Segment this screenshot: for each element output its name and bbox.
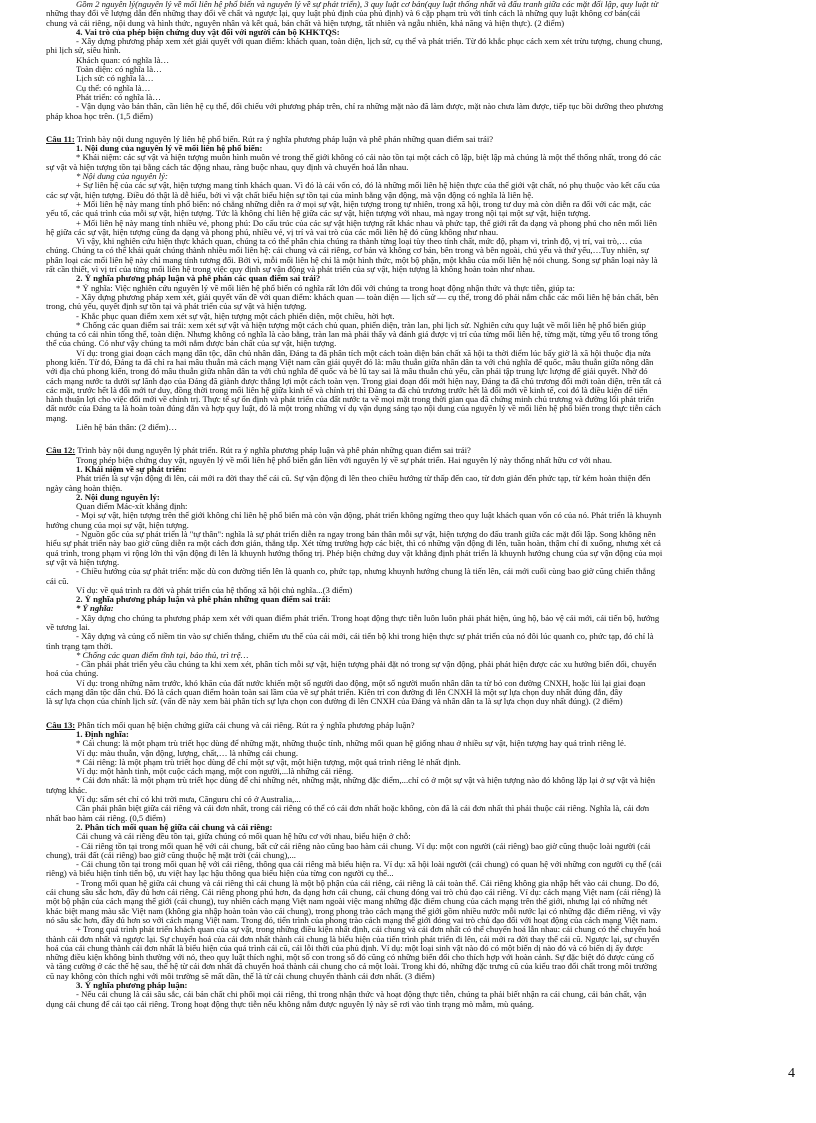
text-line: dụng cái chung để cải tạo cái riêng. Trong hoạt động thực tiễn nếu không nắm được nguyên lý này sẽ rơi vào tình trạng mò mẫm, mù quáng. — [46, 999, 534, 1009]
text-line: + Mối liên hệ này mang tính phổ biến: nó chẳng những diễn ra ở mọi sự vật, hiện tượng trong tự nhiên, trong xã hội, trong tư duy mà còn diễn ra đối với các mặt, các — [76, 199, 652, 209]
text-line: Ví dụ: trong những năm trước, khó khăn của đất nước khiến một số người dao động, một số người muốn nhân dân ta từ bỏ con đường CNXH, hoặc lùi lại giai đoạn — [76, 678, 646, 688]
text-line: những điều kiện không bình thường với nó, theo quy luật thích nghi, một số con trong số đó cũng có những biến đổi cho thích hợp với hoàn cảnh. Sự đặc biệt đó được củng cố — [46, 953, 654, 963]
text-line: * Nội dung của nguyên lý: — [76, 172, 168, 182]
text-line: 2. Ý nghĩa phương pháp luận và phê phán những quan điểm sai trái: — [76, 595, 331, 605]
paragraph-gap — [46, 121, 804, 135]
text-line: Ví dụ: trong giai đoạn cách mạng dân tộc, dân chủ nhân dân, Đảng ta đã phân tích một cách toàn diện bản chất xã hội ta thời điểm lúc bấy giờ là xã hội thuộc địa nửa — [76, 348, 651, 358]
paragraph-gap — [46, 707, 804, 721]
text-line: Trong phép biện chứng duy vật, nguyên lý về mối liên hệ phổ biến gắn liền với nguyên lý về sự phát triển. Hai nguyên lý này thống nhất hữu cơ với nhau. — [76, 455, 612, 465]
text-line: sự vật và hiện tượng. — [46, 557, 120, 567]
text-line: - Cái chung tồn tại trong mối quan hệ với cái riêng, thông qua cái riêng mà biểu hiện ra. Ví dụ: xã hội loài người (cái chung) có quan hệ với những con người cụ thể (cái — [76, 860, 662, 870]
text-line: 2. Ý nghĩa phương pháp luận và phê phán các quan điểm sai trái? — [76, 274, 321, 284]
text-line: nó sâu sắc hơn, đầy đủ hơn so với cách mạng Việt nam. Trong đó, tiến trình của phong trào cách mạng thế giới đóng vai trò chủ đạo đối với hoạt động của cách mạng Việt nam. — [46, 915, 658, 925]
text-line: mạng. — [46, 413, 68, 423]
text-line: 2. Nội dung nguyên lý: — [76, 492, 160, 502]
text-line: các sự vật, hiện tượng. Điều đó thật là dễ hiểu, bởi vì vật chất biểu hiện sự tồn tại của mình bằng vận động, mà vận động có nghĩa là liên hệ. — [46, 190, 534, 200]
question-heading: Câu 13: Phân tích mối quan hệ biện chứng giữa cái chung và cái riêng. Rút ra ý nghĩa phương pháp luận? — [46, 720, 415, 730]
text-line: về tương lai. — [46, 623, 90, 632]
text-line: là sự lựa chọn của chính lịch sử. (vấn đề này xem bài phân tích sự lựa chọn con đường đi lên CNXH của Đảng và nhân dân ta là sự lựa chọn duy nhất đúng). (2 điểm) — [46, 697, 623, 707]
text-line: pháp khoa học trên. (1,5 điểm) — [46, 111, 153, 121]
text-line: Khách quan: có nghĩa là… — [76, 55, 170, 65]
text-line: quá trình, trong phạm vi rộng lớn thì vận động đi lên là khuynh hướng thống trị. Phép biện chứng duy vật khẳng định phát triển là khuynh hướng chung của sự vận động của mọi — [46, 548, 663, 558]
text-line: Cái chung và cái riêng đều tồn tại, giữa chúng có mối quan hệ hữu cơ với nhau, biểu hiện ở chỗ: — [76, 832, 411, 842]
text-line: nhất bao hàm cái riêng. (0,5 điểm) — [46, 813, 166, 823]
text-line: tình trạng tạm thời. — [46, 641, 113, 651]
text-line: hệ giữa các sự vật, hiện tượng cũng đa dạng và phong phú, nhiều vẻ, vị trí và vai trò của các mối liên hệ đó cũng không như nhau. — [46, 227, 499, 237]
paragraph-gap — [46, 432, 804, 446]
text-line: Gồm 2 nguyên lý(nguyên lý về mối liên hệ phổ biến và nguyên lý về sự phát triển), 3 quy luật cơ bản(quy luật thống nhất và đấu tranh giữa các mặt đối lập, quy luật từ — [76, 0, 658, 9]
text-line: thể của chúng. Có như vậy chúng ta mới nắm được bản chất của sự vật, hiện tượng. — [46, 339, 337, 349]
text-line: * Chống các quan điểm tĩnh tại, bảo thủ, trì trệ… — [76, 650, 249, 660]
text-line: cái cũ. — [46, 576, 69, 586]
text-line: - Chiều hướng của sự phát triển: mặc dù con đường tiến lên là quanh co, phức tạp, nhưng khuynh hướng chung là tiến lên, cái mới cuối cùng bao giờ cũng chiến thắng — [76, 567, 656, 577]
question-number: Câu 13: — [46, 720, 76, 730]
text-line: Ví dụ: màu thuẫn, vận động, lượng, chất,… là những cái chung. — [76, 748, 298, 758]
text-line: Quan điểm Mác-xít khẳng định: — [76, 502, 188, 512]
text-line: 3. Ý nghĩa phương pháp luận: — [76, 980, 188, 990]
document-body — [46, 0, 804, 1009]
text-line: * Khái niệm: các sự vật và hiện tượng muôn hình muôn vẻ trong thế giới không có cái nào tồn tại một cách cô lập, biệt lập mà chúng là một thể thống nhất, trong đó các — [76, 153, 662, 163]
text-line: - Cần phải phát triển yêu cầu chúng ta khi xem xét, phân tích mỗi sự vật, hiện tượng phải đặt nó trong sự vận động, phải phát hiện được các xu hướng biến đổi, chuyển — [76, 660, 657, 670]
text-line: những thay đổi về lượng dẫn đến những thay đổi về chất và ngược lại, quy luật phủ định của phủ định) và 6 cặp phạm trù với tính cách là những quy luật không cơ bản(cái — [46, 9, 641, 19]
text-line: phi lịch sử, siêu hình. — [46, 46, 121, 56]
text-line: với địa chủ phong kiến, trong đó mâu thuẫn giữa nhân dân ta với chủ nghĩa đế quốc và bè lũ tay sai là mâu thuẫn chủ yếu, cần phải tập trung lực lượng để giải quyết. Nhờ đó — [46, 367, 648, 377]
text-line: chúng ta có cái nhìn tổng thể, toàn diện. Nhưng không có nghĩa là cào bằng, tràn lan mà phải thấy và đánh giá được vị trí của từng mối liên hệ, từng mặt, từng yếu tố trong tổng — [46, 330, 658, 340]
text-line: cũ nay không còn thích nghi với môi trường sẽ mất dần, thế là từ cái chung chuyển thành cái đơn nhất. (3 điểm) — [46, 971, 435, 981]
text-line: Vì vậy, khi nghiên cứu hiện thực khách quan, chúng ta có thể phân chia chúng ra thành từng loại tùy theo tính chất, mức độ, phạm vi, trình độ, vị trí, vai trò,… của — [76, 237, 642, 247]
text-line: cách mạng dân tộc dân chủ. Đó là cách quan điểm hoàn toàn sai lầm của về sự phát triển. Kiên trì con đường đi lên CNXH là một sự lựa chọn duy nhất đúng đắn, đây — [46, 688, 623, 698]
text-line: * Chống các quan điểm sai trái: xem xét sự vật và hiện tượng một cách chủ quan, phiến diện, tràn lan, phi lịch sử. Nghiên cứu quy luật về mối liên hệ phổ biến giúp — [76, 320, 646, 330]
text-line: hiểu sự phát triển này bao giờ cũng diễn ra một cách đơn giản, thẳng tắp. Xét từng trường hợp các biệt, thì có những vận động đi lên, tuần hoàn, thậm chí đi xuống, nhưng xét cả — [46, 539, 661, 549]
text-line: - Nguồn gốc của sự phát triển là "tự thân": nghĩa là sự phát triển diễn ra ngay trong bản thân mỗi sự vật, hiện tượng do đấu tranh giữa các mặt đối lập. Song không nên — [76, 530, 656, 540]
question-number: Câu 11: — [46, 134, 75, 144]
text-line: * Cái chung: là một phạm trù triết học dùng để những mặt, những thuộc tính, những mối quan hệ giống nhau ở nhiều sự vật, hiện tượng hay quá trình riêng lẻ. — [76, 739, 627, 749]
text-line: các mặt, trước hết là đổi mới tư duy, đồng thời trong mối liên hệ giữa kinh tế và chính trị thì Đảng ta đã chủ trương trước hết là đổi mới về kinh tế, coi đó là điều kiện để tiến — [46, 385, 648, 395]
text-line: - Xây dựng phương pháp xem xét, giải quyết vấn đề với quan điểm: khách quan — toàn diện — lịch sử — cụ thể, trong đó phải nắm chắc các mối liên hệ bản chất, bên — [76, 292, 659, 302]
text-line: Phát triển: có nghĩa là… — [76, 92, 161, 102]
question-number: Câu 12: — [46, 446, 76, 456]
text-line: - Xây dựng cho chúng ta phương pháp xem xét với quan điểm phát triển. Trong hoạt động thực tiễn luôn luôn phải phát hiện, ủng hộ, bảo vệ cái mới, cái tiến bộ, hướng — [76, 613, 660, 623]
text-line: Ví dụ: về quá trình ra đời và phát triển của hệ thống xã hội chủ nghĩa...(3 điểm) — [76, 585, 353, 595]
text-line: Toàn diện: có nghĩa là… — [76, 65, 162, 75]
text-line: + Mối liên hệ này mang tính nhiều vẻ, phong phú: Do cấu trúc của các sự vật hiện tượng rất khác nhau và phức tạp, thế giới rất đa dạng và phong phú cho nên mối liên — [76, 218, 657, 228]
text-line: - Khắc phục quan điểm xem xét sự vật, hiện tượng một cách phiến diện, một chiều, hời hợt. — [76, 311, 395, 321]
text-line: 2. Phân tích mối quan hệ giữa cái chung và cái riêng: — [76, 822, 273, 832]
text-line: sự vật và hiện tượng tồn tại bằng cách tác động nhau, ràng buộc nhau, quy định và chuyển hoá lẫn nhau. — [46, 162, 409, 172]
text-line: Lịch sử: có nghĩa là… — [76, 74, 154, 84]
text-line: Ví dụ: sấm sét chỉ có khi trời mưa, Cănguru chỉ có ở Australia,... — [76, 795, 301, 805]
text-line: thành cái đơn nhất và ngược lại. Sự chuyển hoá của cái đơn nhất thành cái chung là biểu hiện của tiến trình phát triển đi lên, cái mới ra đời thay thế cái cũ. Ngược lại, sự chuyển — [46, 934, 660, 944]
text-line: đất nước của Đảng ta là hoàn toàn đúng đắn và hợp quy luật, đó là một trong những ví dụ vận dụng sáng tạo nội dung của nguyên lý về mối liên hệ phổ biến trong thực tiễn cách — [46, 404, 661, 414]
text-line: * Cái đơn nhất: là một phạm trù triết học dùng để chỉ những nét, những mặt, những đặc điểm,...chỉ có ở một sự vật và hiện tượng nào đó không lặp lại ở sự vật và hiện — [76, 776, 656, 786]
text-line: yếu tố, các quá trình của mỗi sự vật, hiện tượng. Tức là không chỉ liên hệ giữa các sự vật, hiện tượng với nhau, mà ngay trong nội tại một sự vật, hiện tượng. — [46, 209, 591, 219]
text-line: Liên hệ bản thân: (2 điểm)… — [76, 423, 178, 433]
text-line: * Ý nghĩa: — [76, 604, 114, 614]
page-number: 4 — [788, 1066, 795, 1081]
text-line: và tăng cường ở các thế hệ sau, thế hệ từ cái đơn nhất đã chuyển hoá thành cái chung cho cả một loài. Trong khi đó, những đặc trưng cũ của kiểu trao đổi chất trong môi trường — [46, 962, 658, 972]
text-line: Phát triển là sự vận động đi lên, cái mới ra đời thay thế cái cũ. Sự vận động đi lên theo chiều hướng từ thấp đến cao, từ đơn giản đến phức tạp, từ kém hoàn thiện đến — [76, 474, 651, 484]
text-line: chung), trái đất (cái riêng) bao giờ cũng thuộc hệ mặt trời (cái chung),... — [46, 850, 296, 860]
text-line: 1. Khái niệm về sự phát triển: — [76, 464, 187, 474]
text-line: tượng khác. — [46, 785, 88, 795]
text-line: - Cái riêng tồn tại trong mối quan hệ với cái chung, bất cứ cái riêng nào cũng bao hàm cái chung. Ví dụ: một con người (cái riêng) bao giờ cũng thuộc loài người (cái — [76, 841, 651, 851]
text-line: - Nếu cái chung là cái sâu sắc, cái bản chất chi phối mọi cái riêng, thì trong nhận thức và hoạt động thực tiễn, chúng ta phải biết nhận ra cái chung, cái bản chất, vận — [76, 990, 647, 1000]
text-line: hướng chung của mọi sự vật, hiện tượng. — [46, 520, 189, 530]
text-line: - Vận dụng vào bản thân, cần liên hệ cụ thể, đối chiếu với phương pháp trên, chỉ ra những mặt nào đã làm được, mặt nào chưa làm được, tiếp tục bồi dưỡng theo phương — [76, 102, 664, 112]
text-line: * Cái riêng: là một phạm trù triết học dùng để chỉ một sự vật, một hiện tượng, một quá trình riêng lẻ nhất định. — [76, 757, 461, 767]
text-line: chung và cái riêng, nội dung và hình thức, nguyên nhân và kết quả, bản chất và hiện tượng, tất nhiên và ngẫu nhiên, khả năng và hiện thực). (2 điểm) — [46, 18, 565, 28]
text-line: phong kiến. Từ đó, Đảng ta đã chỉ ra hai mâu thuẫn mà cách mạng Việt nam cần giải quyết đó là: mâu thuẫn giữa nhân dân ta với chủ nghĩa đế quốc, mâu thuẫn giữa nông dân — [46, 357, 654, 367]
question-heading: Câu 11: Trình bày nội dung nguyên lý liên hệ phổ biến. Rút ra ý nghĩa phương pháp luận và phê phán những quan điểm sai trái? — [46, 134, 494, 144]
text-line: - Xây dựng phương pháp xem xét giải quyết với quan điểm: khách quan, toàn diện, lịch sử, cụ thể và phát triển. Từ đó khắc phục cách xem xét trừu tượng, chung chung, — [76, 37, 663, 47]
text-line: hành thuận lợi cho việc đổi mới về chính trị. Thực tế sự ổn định và phát triển của đất nước ta về mọi mặt trong thời gian qua đã chứng minh chủ trương và đường lối phát triển — [46, 395, 654, 405]
text-line: hoá của chúng. — [46, 669, 99, 679]
text-line: ngày càng hoàn thiện. — [46, 483, 123, 493]
text-line: rất cần thiết, vì vị trí của từng mối liên hệ trong việc quy định sự vận động và phát triển của sự vật, hiện tượng là không hoàn toàn như nhau. — [46, 265, 535, 275]
text-line: + Trong quá trình phát triển khách quan của sự vật, trong những điều kiện nhất định, cái chung và cái đơn nhất có thể chuyển hoá lẫn nhau: cái chung có thể chuyển hoá — [76, 925, 661, 935]
text-line: Ví dụ: một hành tinh, một cuộc cách mạng, một con người,...là những cái riêng. — [76, 767, 354, 777]
text-line: cách mạng nước ta dưới sự lãnh đạo của Đảng đã giành được thắng lợi một cách toàn vẹn. Trong giai đoạn đổi mới hiện nay, Đảng ta đã chủ trương đổi mới toàn diện, trên tất cả — [46, 376, 662, 386]
text-line: - Trong mối quan hệ giữa cái chung và cái riêng thì cái chung là một bộ phận của cái riêng, cái riêng là cái toàn thể. Cái riêng không gia nhập hết vào cái chung. Do đó, — [76, 878, 659, 888]
text-line: + Sự liên hệ của các sự vật, hiện tượng mang tính khách quan. Vì đó là cái vốn có, đó là những mối liên hệ hiện thực của thế giới vật chất, nó phụ thuộc vào kết cấu của — [76, 181, 660, 191]
text-line: riêng) và biểu hiện tính tiến bộ, ưu việt hay lạc hậu thông qua biểu hiện của từng con người cụ thể... — [46, 869, 394, 879]
text-line: phân loại các mối liên hệ này chỉ mang tính tương đối. Bởi vì, mỗi mối liên hệ chỉ là một hình thức, một bộ phận, một khâu của mối liên hệ nói chung. Song sự phân loại này là — [46, 255, 658, 265]
text-line: 1. Định nghĩa: — [76, 729, 129, 739]
question-heading: Câu 12: Trình bày nội dung nguyên lý phát triển. Rút ra ý nghĩa phương pháp luận và phê phán những quan điểm sai trái? — [46, 446, 471, 456]
text-line: - Xây dựng và củng cố niềm tin vào sự chiến thắng, chiếm ưu thế của cái mới, cái tiến bộ khi trong hiện thực sự phát triển của nó đôi lúc quanh co, phức tạp, đó chỉ là — [76, 632, 654, 642]
text-line: hoá của cái chung thành cái đơn nhất là biểu hiện của quá trình cái cũ, cái lỗi thời của phủ định. Ví dụ: một loại sinh vật nào đó có một biến dị nào đó và có biến dị ấy được — [46, 943, 644, 953]
text-line: Cụ thể: có nghĩa là… — [76, 83, 151, 93]
text-line: 1. Nội dung của nguyên lý về mối liên hệ phổ biến: — [76, 144, 263, 154]
text-line: - Mọi sự vật, hiện tượng trên thế giới không chỉ liên hệ phổ biến mà còn vận động, phát triển không ngừng theo quy luật khách quan vốn có của nó. Phát triển là khuynh — [76, 511, 662, 521]
text-line: chúng. Chúng ta có thể khái quát chúng thành nhiều mối liên hệ: cái chung và cái riêng, cơ bản và không cơ bản, bên trong và bên ngoài, chủ yếu và thứ yếu,…Tuy nhiên, sự — [46, 246, 649, 256]
text-line: khác biệt mang màu sắc Việt nam (không gia nhập hoàn toàn vào cái chung), trong phong trào cách mạng thế giới gồm nhiều nước mỗi nước lại có những đặc điểm riêng, vì vậy — [46, 906, 661, 916]
text-line: 4. Vai trò của phép biện chứng duy vật đối với người cán bộ KHKTQS: — [76, 27, 340, 37]
text-line: Cần phải phân biệt giữa cái riêng và cái đơn nhất, trong cái riêng có thể có cái đơn nhất hoặc không, còn đã là cái đơn nhất thì phải thuộc cái riêng. Nghĩa là, cái đơn — [76, 804, 650, 814]
text-line: một bộ phận của cách mạng thế giới (cái chung), tuy nhiên cách mạng Việt nam ngoài việc mang những đặc điểm chung của cách mạng trên thế giới, nhưng lại có những nét — [46, 897, 648, 907]
text-line: * Ý nghĩa: Việc nghiên cứu nguyên lý về mối liên hệ phổ biến có nghĩa rất lớn đối với chúng ta trong hoạt động nhận thức và thực tiễn, giúp ta: — [76, 283, 575, 293]
text-line: cái chung sâu sắc hơn, đầy đủ hơn cái riêng. Cái riêng phong phú hơn, đa dạng hơn cái chung, cái chung đóng vai trò chủ đạo cái riêng. Ví dụ: cách mạng Việt nam (cái riêng) là — [46, 888, 661, 898]
text-line: trong, chủ yếu, quyết định sự tồn tại và phát triển của sự vật và hiện tượng. — [46, 302, 307, 312]
